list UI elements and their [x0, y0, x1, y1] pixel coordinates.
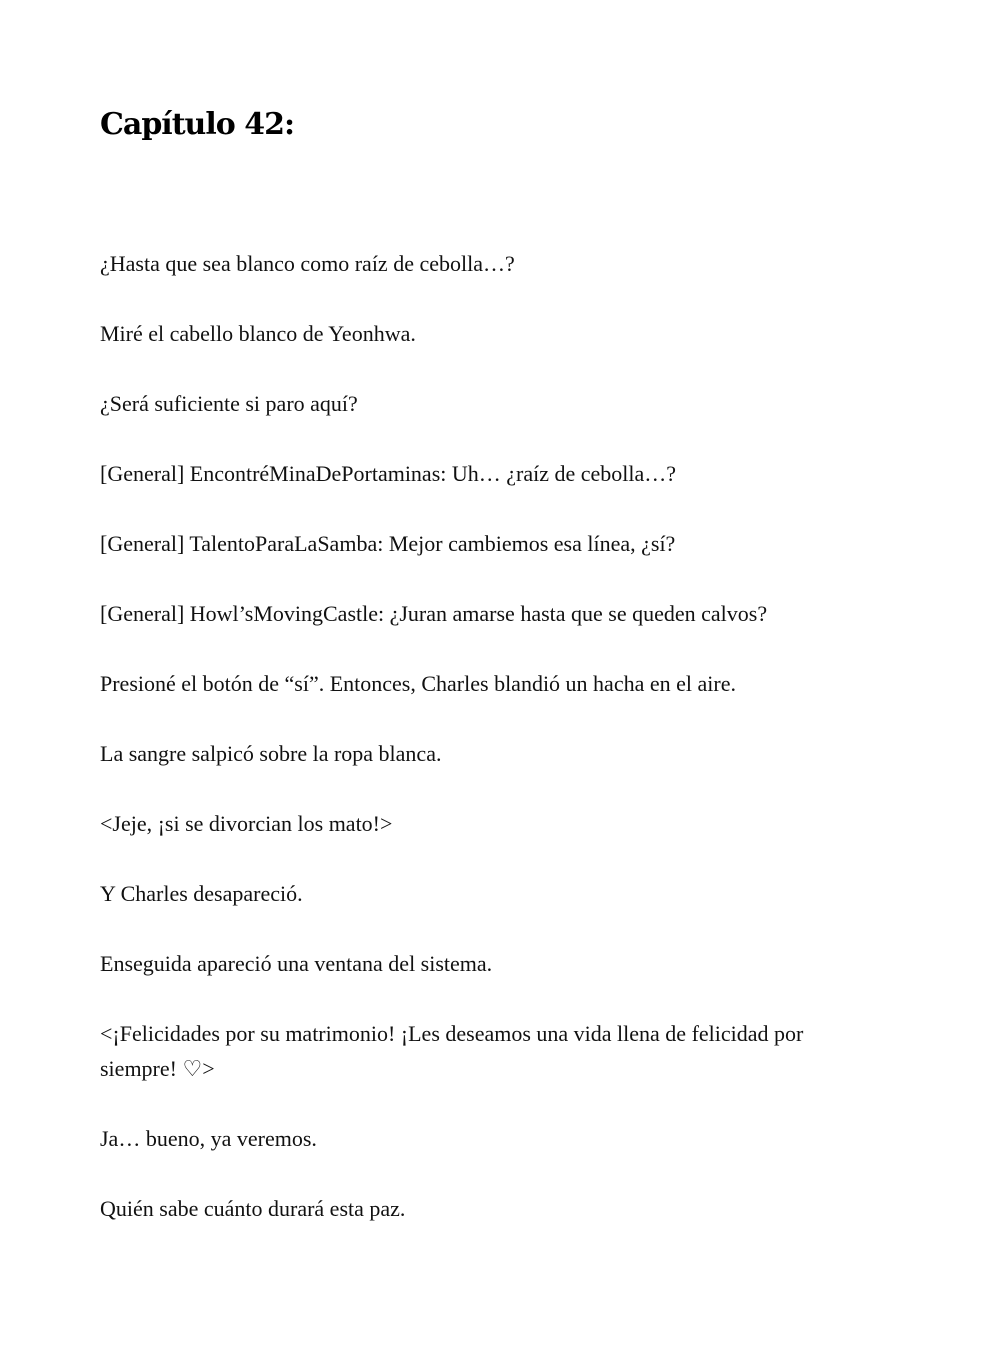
system-message: <Jeje, ¡si se divorcian los mato!> [100, 811, 393, 836]
paragraph: La sangre salpicó sobre la ropa blanca. [100, 741, 442, 766]
paragraph: Presioné el botón de “sí”. Entonces, Charles blandió un hacha en el aire. [100, 671, 736, 696]
paragraph: ¿Hasta que sea blanco como raíz de cebolla…? [100, 251, 515, 276]
paragraph: ¿Será suficiente si paro aquí? [100, 391, 358, 416]
system-message: <¡Felicidades por su matrimonio! ¡Les deseamos una vida llena de felicidad por siempre! ♡> [100, 1021, 804, 1081]
chapter-body [100, 246, 880, 1261]
paragraph: Miré el cabello blanco de Yeonhwa. [100, 321, 416, 346]
paragraph: Quién sabe cuánto durará esta paz. [100, 1196, 406, 1221]
chat-message: [General] EncontréMinaDePortaminas: Uh… ¿raíz de cebolla…? [100, 461, 677, 486]
chapter-title: Capítulo 42: [100, 107, 295, 142]
paragraph: Y Charles desapareció. [100, 881, 303, 906]
chat-message: [General] TalentoParaLaSamba: Mejor cambiemos esa línea, ¿sí? [100, 531, 676, 556]
paragraph: Ja… bueno, ya veremos. [100, 1126, 317, 1151]
chat-message: [General] Howl’sMovingCastle: ¿Juran amarse hasta que se queden calvos? [100, 601, 768, 626]
paragraph: Enseguida apareció una ventana del sistema. [100, 951, 493, 976]
